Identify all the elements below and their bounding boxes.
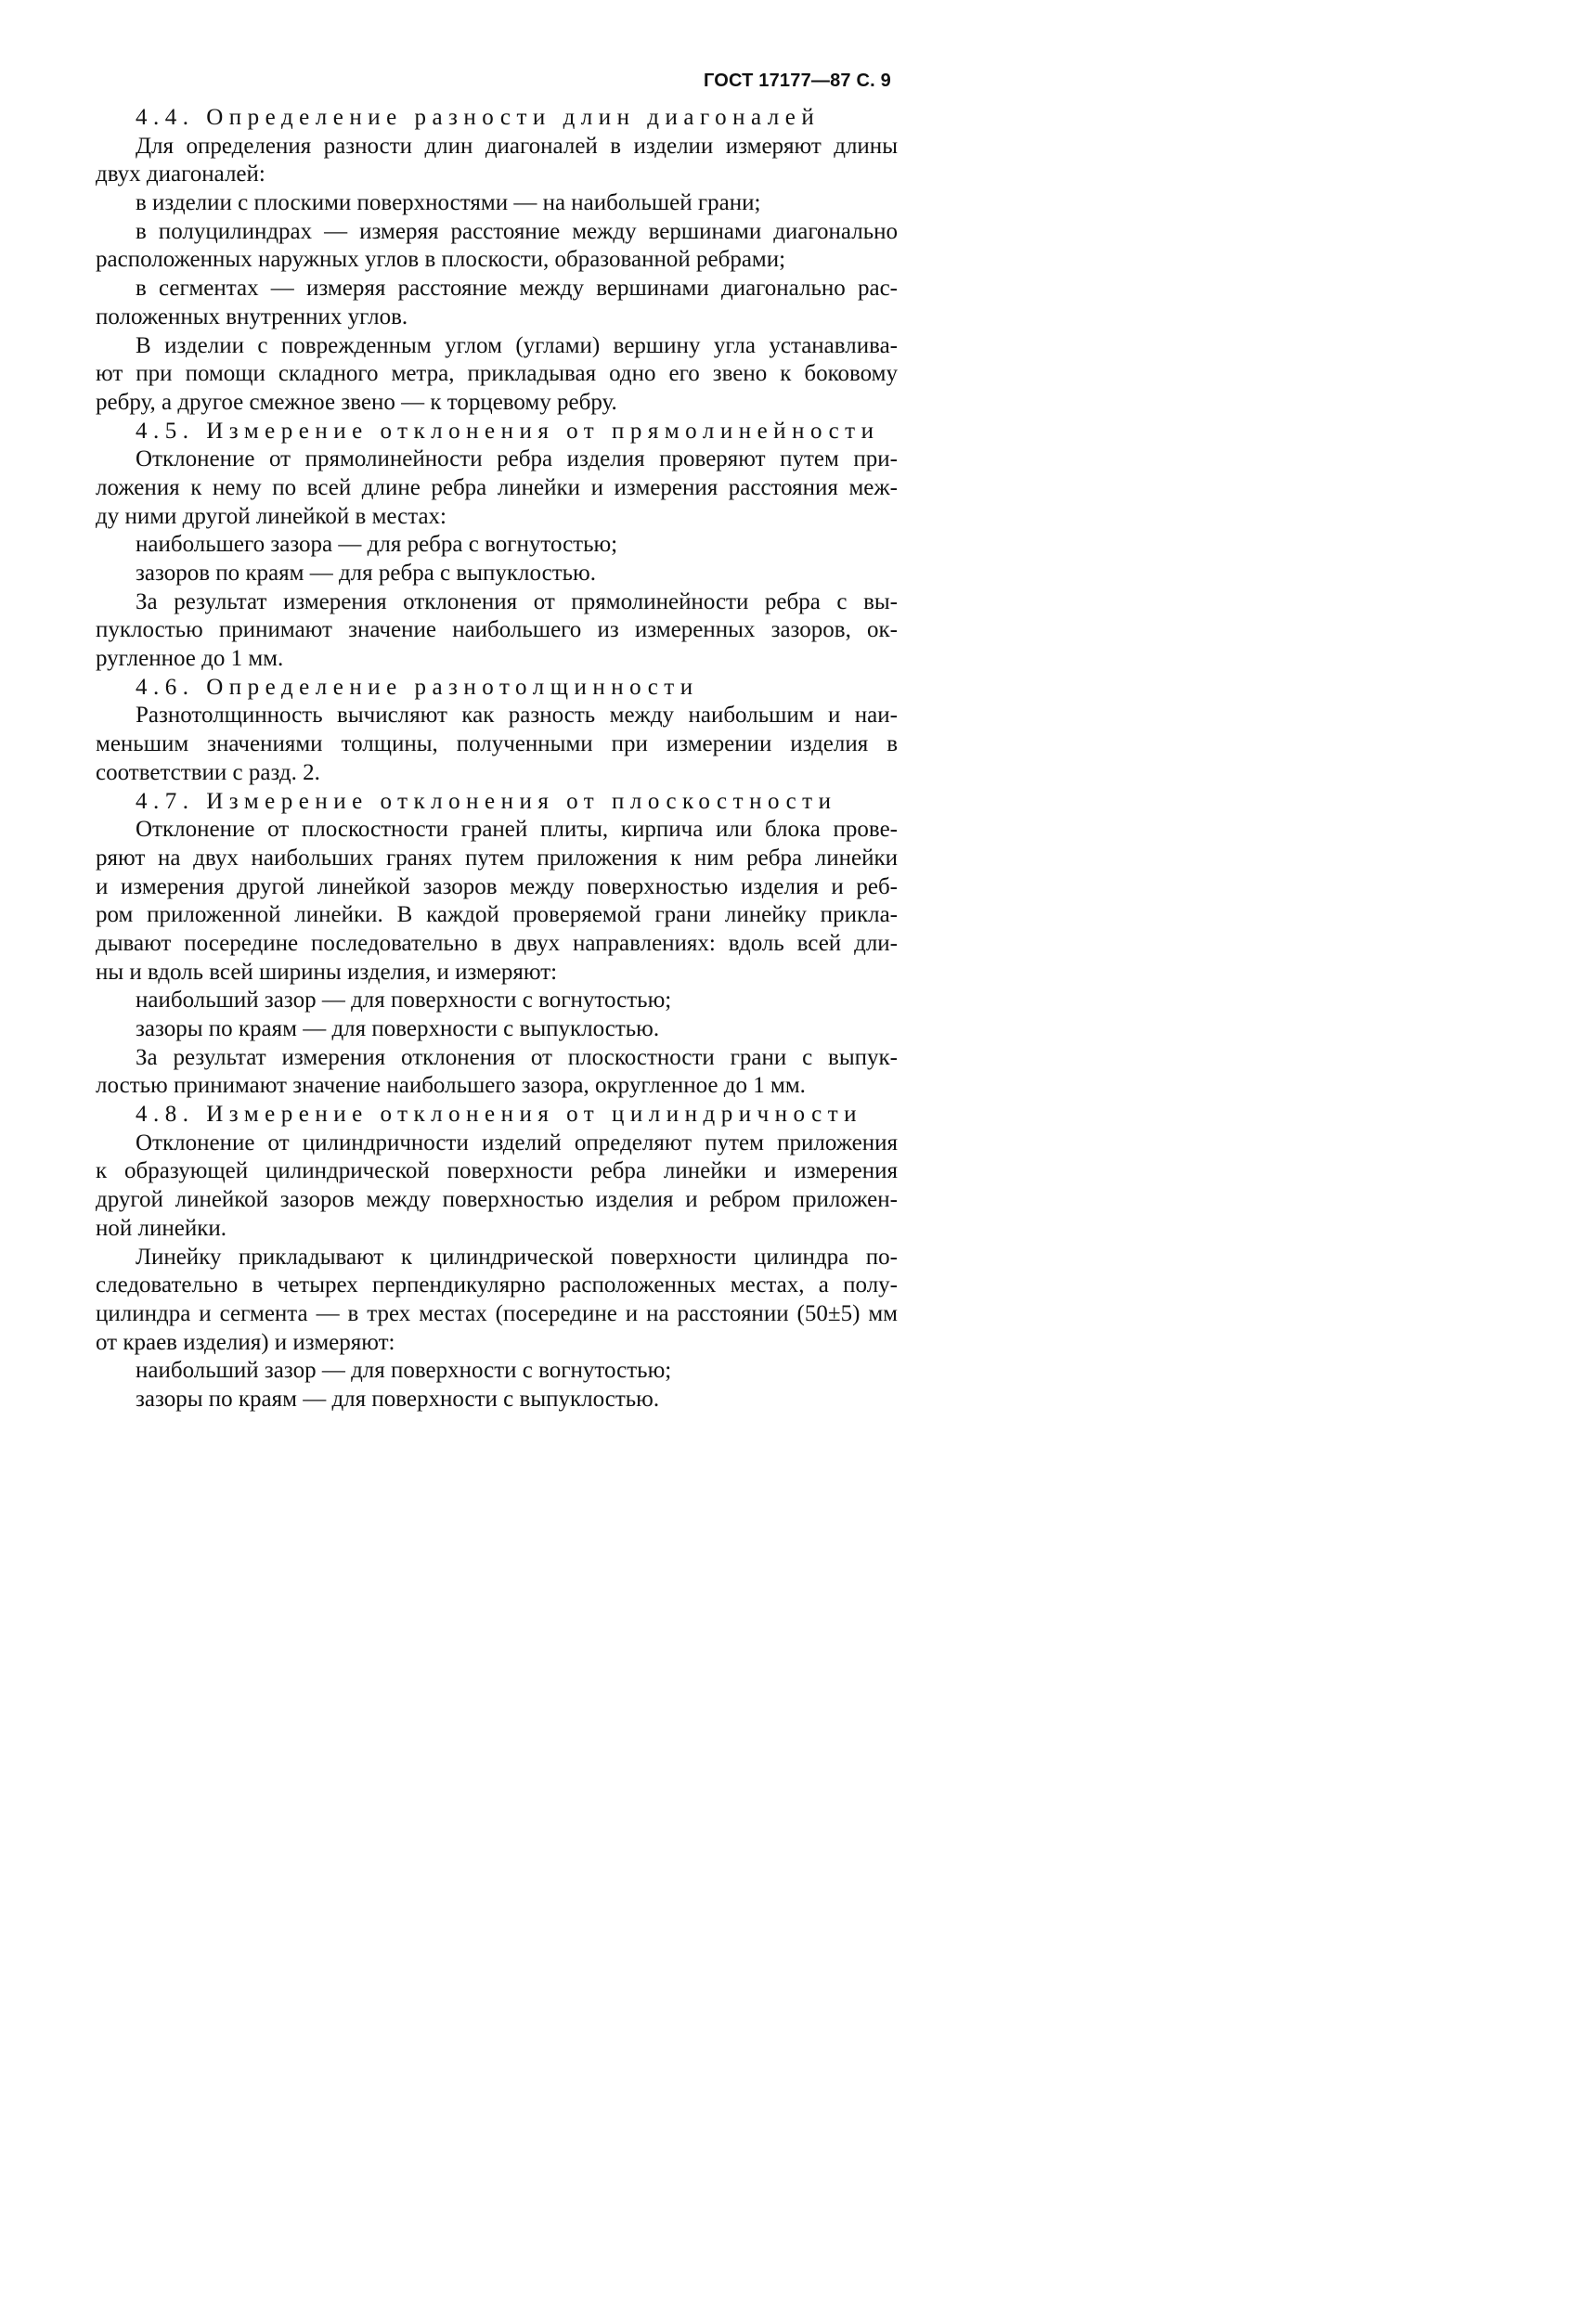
document-page — [0, 0, 1003, 1476]
section-heading: 4.7. Измерение отклонения от плоскостности — [136, 788, 837, 814]
text-line: За результат измерения отклонения от прямолинейности ребра с вы- — [136, 588, 898, 614]
section-heading: 4.4. Определение разности длин диагоналей — [136, 105, 821, 130]
section-heading: 4.5. Измерение отклонения от прямолинейности — [136, 418, 880, 444]
text-line: в полуцилиндрах — измеряя расстояние между вершинами диагонально — [136, 218, 898, 244]
text-line: следовательно в четырех перпендикулярно расположенных местах, а полу- — [96, 1272, 898, 1298]
text-line: ют при помощи складного метра, прикладывая одно его звено к боковому — [96, 361, 898, 387]
text-line: ду ними другой линейкой в местах: — [96, 503, 447, 529]
text-line: в изделии с плоскими поверхностями — на наибольшей грани; — [136, 190, 761, 216]
section-heading: 4.6. Определение разнотолщинности — [136, 674, 699, 700]
text-line: и измерения другой линейкой зазоров между поверхностью изделия и реб- — [96, 873, 898, 899]
text-line: соответствии с разд. 2. — [96, 759, 320, 785]
text-line: ром приложенной линейки. В каждой проверяемой грани линейку прикла- — [96, 902, 898, 928]
text-line: ругленное до 1 мм. — [96, 646, 284, 672]
text-line: цилиндра и сегмента — в трех местах (посередине и на расстоянии (50±5) мм — [96, 1300, 898, 1326]
text-line: от краев изделия) и измеряют: — [96, 1329, 395, 1355]
text-line: двух диагоналей: — [96, 161, 265, 187]
text-line: зазоры по краям — для поверхности с выпуклостью. — [136, 1016, 660, 1041]
text-line: зазоры по краям — для поверхности с выпуклостью. — [136, 1386, 660, 1412]
text-line: Отклонение от цилиндричности изделий определяют путем приложения — [136, 1130, 898, 1156]
text-line: зазоров по краям — для ребра с выпуклостью. — [136, 561, 596, 586]
text-line: ны и вдоль всей ширины изделия, и измеряют: — [96, 959, 558, 985]
document-body — [96, 104, 898, 1414]
text-line: наибольший зазор — для поверхности с вогнутостью; — [136, 988, 672, 1014]
text-line: наибольшего зазора — для ребра с вогнутостью; — [136, 532, 618, 558]
text-line: расположенных наружных углов в плоскости, образованной ребрами; — [96, 247, 786, 273]
text-line: ложения к нему по всей длине ребра линейки и измерения расстояния меж- — [96, 474, 898, 500]
section-heading: 4.8. Измерение отклонения от цилиндричности — [136, 1102, 863, 1128]
text-line: другой линейкой зазоров между поверхностью изделия и ребром приложен- — [96, 1187, 898, 1213]
text-line: пуклостью принимают значение наибольшего из измеренных зазоров, ок- — [96, 617, 898, 643]
running-header: ГОСТ 17177—87 С. 9 — [703, 71, 891, 91]
text-line: Отклонение от плоскостности граней плиты, кирпича или блока прове- — [136, 817, 898, 843]
text-line: Отклонение от прямолинейности ребра изделия проверяют путем при- — [136, 446, 898, 472]
text-line: В изделии с поврежденным углом (углами) вершину угла устанавлива- — [136, 332, 898, 358]
text-line: к образующей цилиндрической поверхности ребра линейки и измерения — [96, 1158, 898, 1184]
text-line: дывают посередине последовательно в двух направлениях: вдоль всей дли- — [96, 930, 898, 956]
text-line: в сегментах — измеряя расстояние между вершинами диагонально рас- — [136, 276, 898, 302]
text-line: За результат измерения отклонения от плоскостности грани с выпук- — [136, 1044, 898, 1070]
text-line: ребру, а другое смежное звено — к торцевому ребру. — [96, 389, 617, 415]
text-line: положенных внутренних углов. — [96, 303, 408, 329]
text-line: ной линейки. — [96, 1215, 226, 1241]
text-line: меньшим значениями толщины, полученными при измерении изделия в — [96, 731, 898, 757]
text-line: лостью принимают значение наибольшего зазора, округленное до 1 мм. — [96, 1073, 806, 1099]
text-line: наибольший зазор — для поверхности с вогнутостью; — [136, 1358, 672, 1384]
text-line: ряют на двух наибольших гранях путем приложения к ним ребра линейки — [96, 845, 898, 871]
text-line: Линейку прикладывают к цилиндрической поверхности цилиндра по- — [136, 1244, 898, 1270]
text-line: Разнотолщинность вычисляют как разность между наибольшим и наи- — [136, 703, 898, 729]
text-line: Для определения разности длин диагоналей в изделии измеряют длины — [136, 133, 898, 159]
